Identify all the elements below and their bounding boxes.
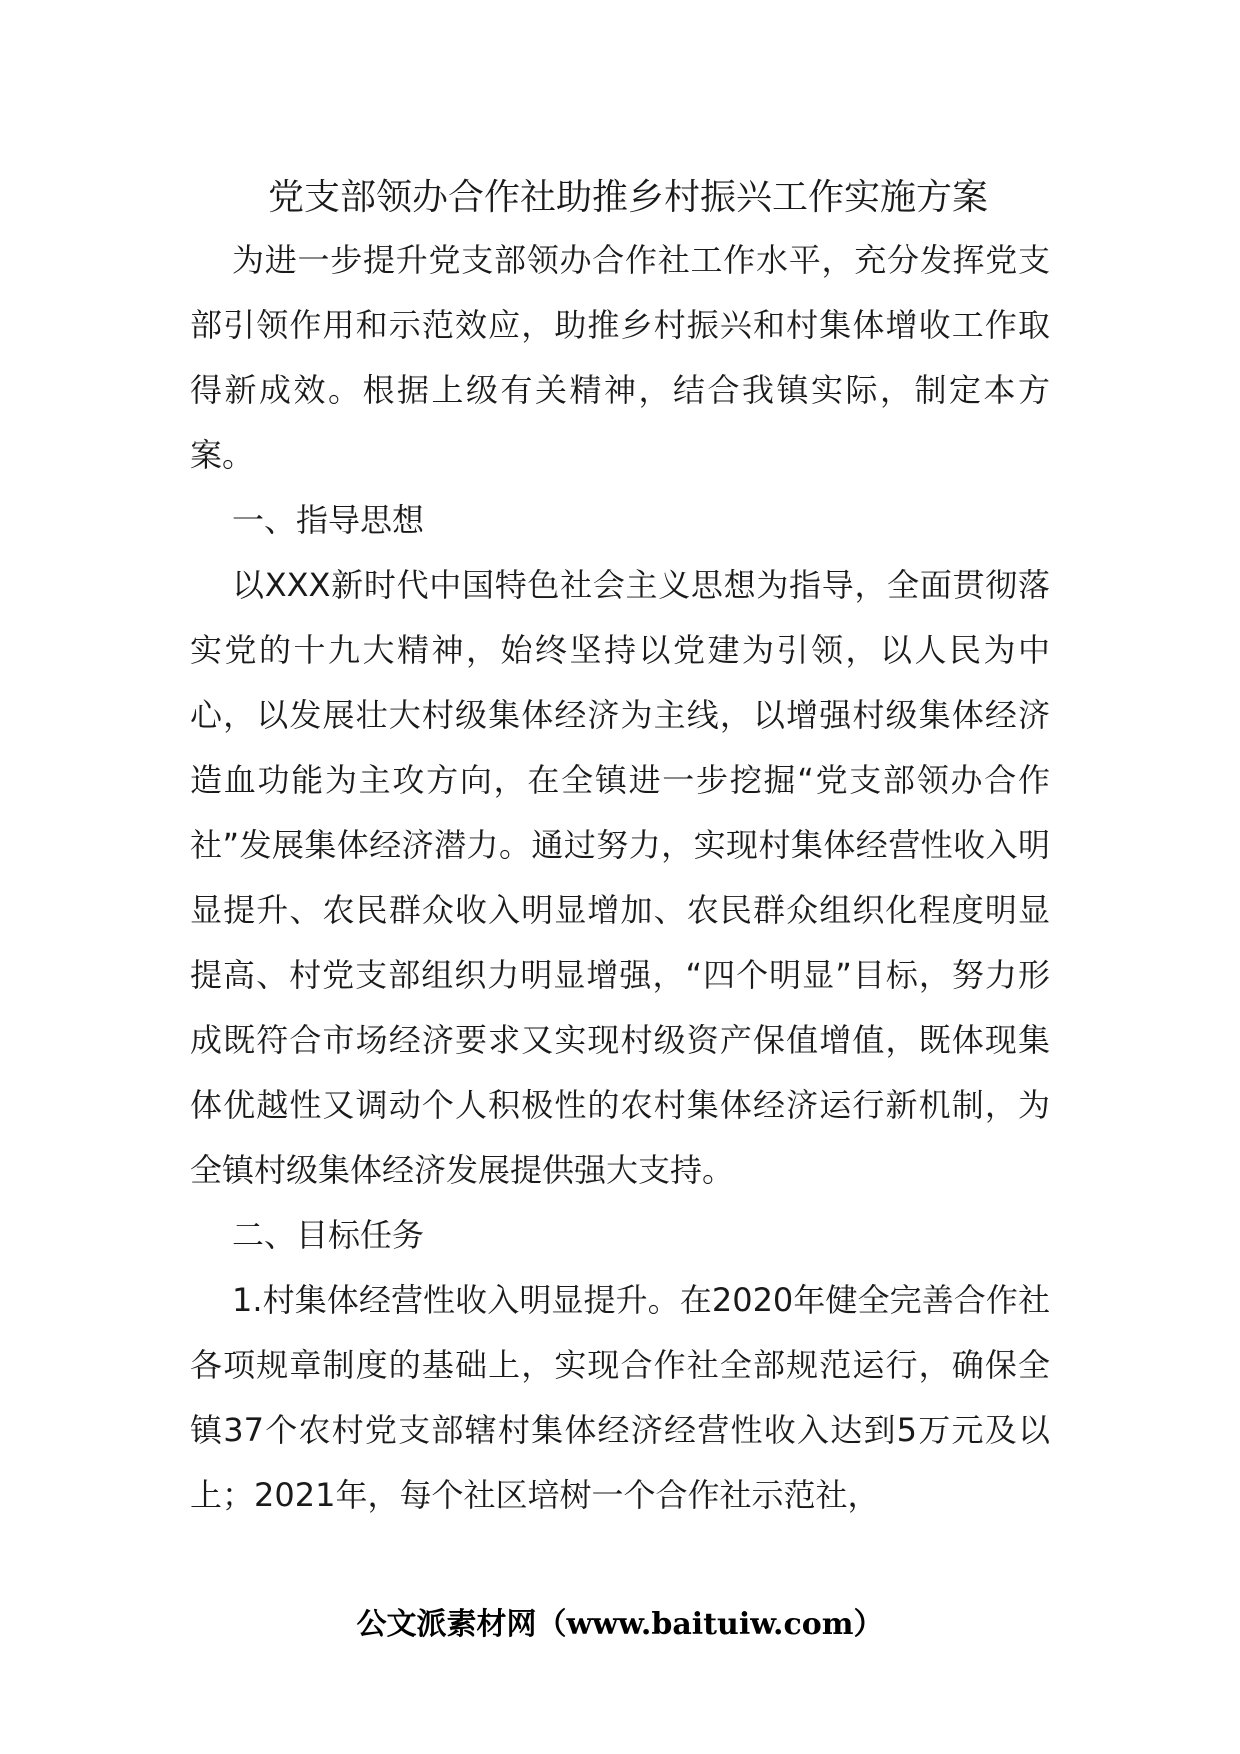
document-body [190,228,1050,1528]
footer-watermark: 公文派素材网（www.baituiw.com） [356,1607,884,1642]
document-title: 党支部领办合作社助推乡村振兴工作实施方案 [268,177,989,218]
section-heading-guiding-ideology: 一、指导思想 [232,501,425,539]
guiding-ideology-paragraph: 以XXX新时代中国特色社会主义思想为指导，全面贯彻落实党的十九大精神，始终坚持以党建为引领，以人民为中心，以发展壮大村级集体经济为主线，以增强村级集体经济造血功能为主攻方向，在全镇进一步挖掘“党支部领办合作社”发展集体经济潜力。通过努力，实现村集体经营性收入明显提升、农民群众收入明显增加、农民群众组织化程度明显提高、村党支部组织力明显增强，“四个明显”目标，努力形成既符合市场经济要求又实现村级资产保值增值，既体现集体优越性又调动个人积极性的农村集体经济运行新机制，为全镇村级集体经济发展提供强大支持。 [190,566,1050,1189]
goal-1-paragraph: 1.村集体经营性收入明显提升。在2020年健全完善合作社各项规章制度的基础上，实现合作社全部规范运行，确保全镇37个农村党支部辖村集体经济经营性收入达到5万元及以上；2021年，每个社区培树一个合作社示范社， [190,1281,1050,1514]
intro-paragraph: 为进一步提升党支部领办合作社工作水平，充分发挥党支部引领作用和示范效应，助推乡村振兴和村集体增收工作取得新成效。根据上级有关精神，结合我镇实际，制定本方案。 [190,241,1050,474]
section-heading-goals-tasks: 二、目标任务 [232,1216,425,1254]
